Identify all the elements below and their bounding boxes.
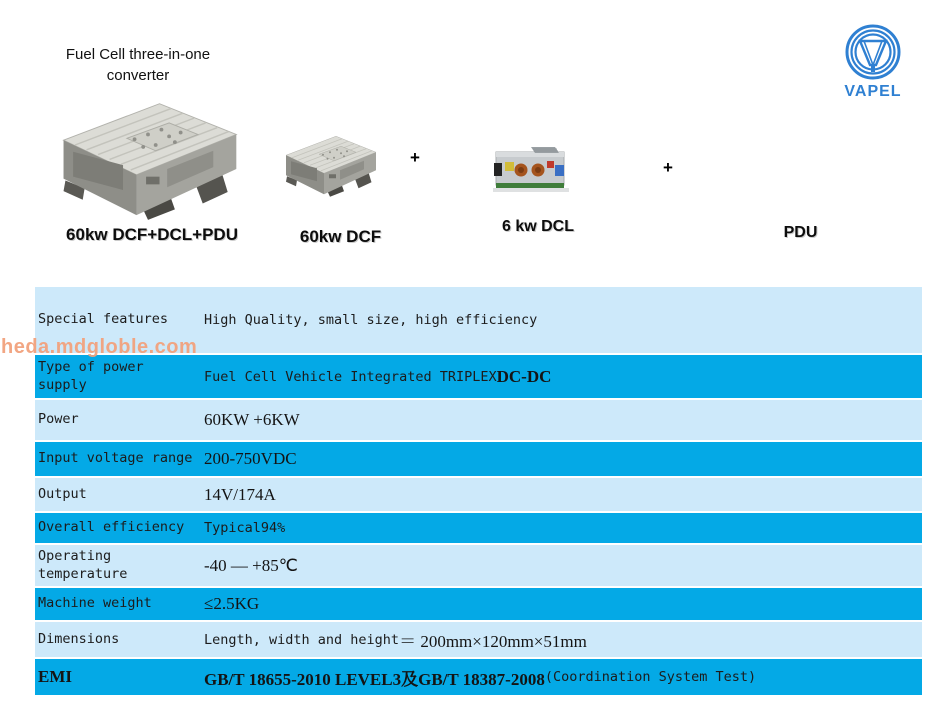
spec-row-emi	[35, 659, 922, 695]
spec-value: Fuel Cell Vehicle Integrated TRIPLEX	[204, 368, 497, 385]
spec-value: ≤2.5KG	[204, 594, 260, 613]
spec-label: Operating temperature	[38, 547, 128, 582]
spec-row-power	[35, 400, 922, 440]
product-label-60kw-dcf-dcl-pdu: 60kw DCF+DCL+PDU	[66, 225, 238, 244]
watermark: heda.mdgloble.com	[1, 336, 198, 358]
spec-label: Input voltage range	[38, 450, 193, 467]
spec-value: High Quality, small size, high efficiency	[204, 312, 538, 328]
spec-row-type-of-power-supply	[35, 355, 922, 398]
spec-value-2: ＝ 200mm×120mm×51mm	[399, 632, 587, 651]
spec-value-2: (Coordination System Test)	[544, 669, 757, 685]
spec-label: Type of power supply	[38, 358, 144, 393]
vapel-logo	[838, 22, 908, 102]
vapel-logo-text: VAPEL	[844, 83, 902, 100]
spec-value: Typical94%	[204, 520, 286, 536]
spec-value: 200-750VDC	[204, 449, 297, 468]
spec-row-overall-efficiency	[35, 513, 922, 543]
spec-value: -40 — +85℃	[204, 555, 298, 575]
spec-row-input-voltage-range	[35, 442, 922, 476]
product-image-60kw-dcf-dcl-pdu	[52, 92, 244, 222]
product-label-pdu: PDU	[783, 224, 818, 241]
spec-label: Power	[38, 411, 79, 428]
page-title-line2: converter	[106, 67, 170, 84]
spec-value: GB/T 18655-2010 LEVEL3及GB/T 18387-2008	[204, 669, 545, 689]
vapel-logo-icon	[838, 22, 908, 102]
spec-label: Dimensions	[38, 630, 120, 647]
spec-value-2: DC-DC	[496, 366, 552, 386]
spec-row-dimensions	[35, 622, 922, 657]
product-image-6kw-dcl	[493, 143, 569, 197]
spec-row-machine-weight	[35, 588, 922, 620]
plus-sign-2: +	[663, 158, 673, 177]
spec-label: Machine weight	[38, 595, 152, 612]
spec-label: EMI	[38, 667, 72, 686]
spec-value: 14V/174A	[204, 484, 276, 504]
spec-label: Output	[38, 485, 87, 502]
product-label-6kw-dcl: 6 kw DCL	[501, 218, 574, 235]
spec-value: 60KW +6KW	[204, 410, 300, 429]
spec-value: Length, width and height	[204, 631, 400, 648]
product-label-60kw-dcf: 60kw DCF	[299, 227, 382, 246]
product-image-60kw-dcf	[280, 130, 380, 198]
spec-label: Overall efficiency	[38, 519, 185, 536]
page-title	[47, 44, 229, 86]
spec-label: Special features	[38, 311, 169, 328]
spec-row-output	[35, 478, 922, 511]
spec-row-operating-temperature	[35, 545, 922, 586]
page-title-line1: Fuel Cell three-in-one	[65, 46, 211, 63]
plus-sign-1: +	[410, 148, 420, 167]
